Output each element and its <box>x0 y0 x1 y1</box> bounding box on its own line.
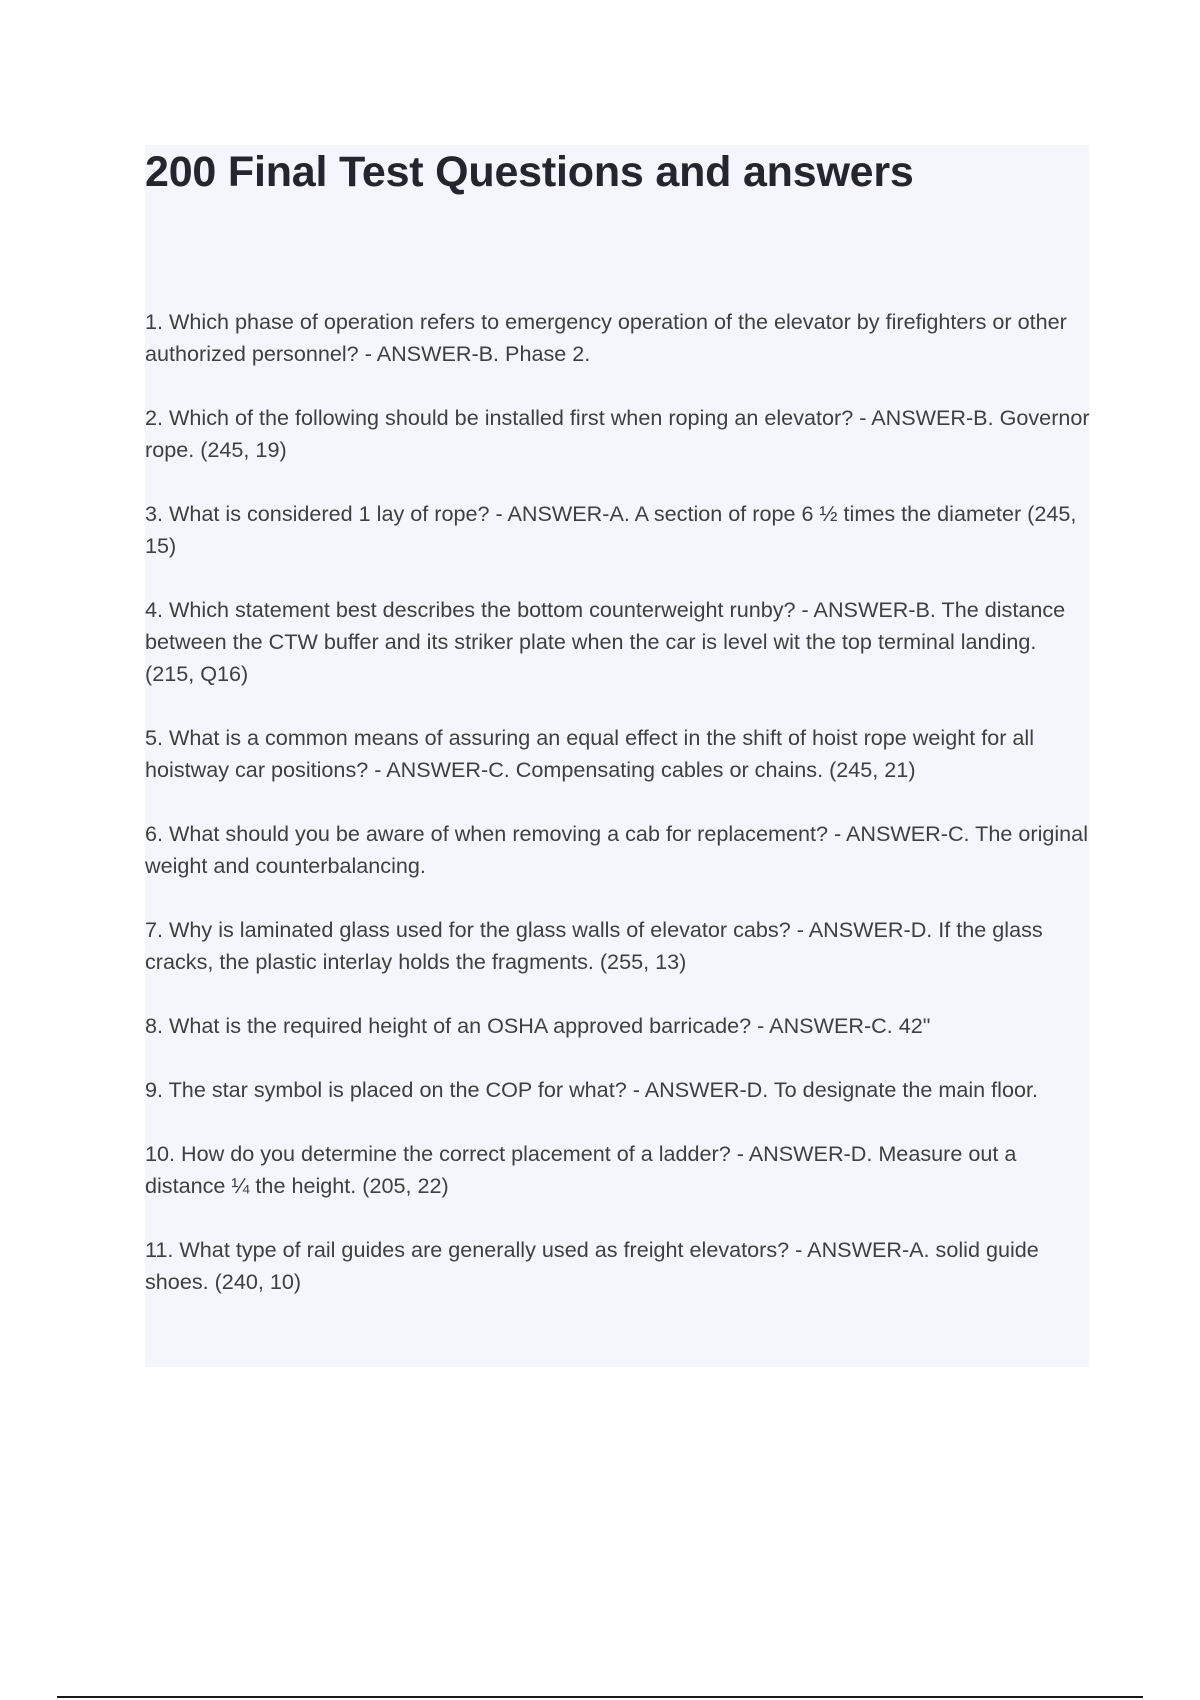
document-title: 200 Final Test Questions and answers <box>145 148 914 196</box>
qa-item-3: 3. What is considered 1 lay of rope? - ANSWER-A. A section of rope 6 ½ times the diameter (245, 15) <box>145 501 1077 558</box>
qa-item-6: 6. What should you be aware of when removing a cab for replacement? - ANSWER-C. The original weight and counterbalancing. <box>145 821 1088 878</box>
footer-rule <box>57 1696 1143 1698</box>
qa-item-8: 8. What is the required height of an OSHA approved barricade? - ANSWER-C. 42" <box>145 1013 931 1038</box>
qa-item-2: 2. Which of the following should be installed first when roping an elevator? - ANSWER-B. Governor rope. (245, 19) <box>145 405 1090 462</box>
qa-item-10: 10. How do you determine the correct placement of a ladder? - ANSWER-D. Measure out a distance ¼ the height. (205, 22) <box>145 1141 1017 1198</box>
qa-item-5: 5. What is a common means of assuring an equal effect in the shift of hoist rope weight for all hoistway car positions? - ANSWER-C. Compensating cables or chains. (245, 21) <box>145 725 1035 782</box>
qa-item-9: 9. The star symbol is placed on the COP for what? - ANSWER-D. To designate the main floor. <box>145 1077 1038 1102</box>
qa-item-1: 1. Which phase of operation refers to emergency operation of the elevator by firefighters or other authorized personnel? - ANSWER-B. Phase 2. <box>145 309 1067 366</box>
qa-list <box>145 306 1091 1330</box>
qa-item-7: 7. Why is laminated glass used for the glass walls of elevator cabs? - ANSWER-D. If the glass cracks, the plastic interlay holds the fragments. (255, 13) <box>145 917 1043 974</box>
qa-item-4: 4. Which statement best describes the bottom counterweight runby? - ANSWER-B. The distance between the CTW buffer and its striker plate when the car is level wit the top terminal landing. (215, Q16) <box>145 597 1066 686</box>
qa-item-11: 11. What type of rail guides are generally used as freight elevators? - ANSWER-A. solid guide shoes. (240, 10) <box>145 1237 1039 1294</box>
